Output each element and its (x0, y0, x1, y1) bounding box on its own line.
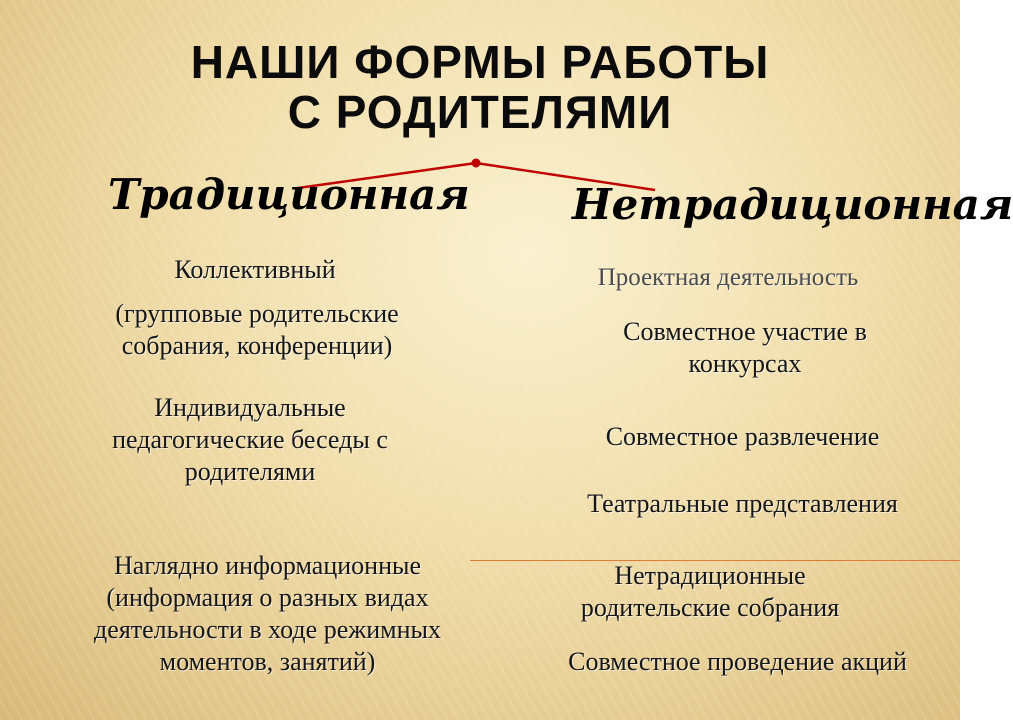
slide-title-line-1: НАШИ ФОРМЫ РАБОТЫ (190, 36, 770, 88)
right-item-entertainment: Совместное развлечение (605, 422, 880, 451)
heading-nontraditional: Нетрадиционная (572, 180, 1013, 229)
left-item-visual-info: Наглядно информационные (информация о разных видах деятельности в ходе режимных моментов, занятий) (94, 551, 441, 676)
left-item-individual: Индивидуальные педагогические беседы с родителями (112, 393, 388, 486)
right-item-contests: Совместное участие в конкурсах (623, 317, 867, 378)
right-item-projects: Проектная деятельность (597, 264, 859, 291)
right-item-actions: Совместное проведение акций (568, 647, 907, 676)
left-item-collective: Коллективный (174, 255, 336, 284)
divider-line (470, 560, 960, 561)
left-item-group-meetings: (групповые родительские собрания, конференции) (115, 299, 399, 360)
slide-title-line-2: С РОДИТЕЛЯМИ (287, 86, 673, 138)
right-item-meetings: Нетрадиционные родительские собрания (580, 561, 840, 622)
connector-node (472, 159, 481, 168)
right-item-theatre: Театральные представления (587, 489, 898, 518)
heading-traditional: Традиционная (108, 170, 470, 219)
